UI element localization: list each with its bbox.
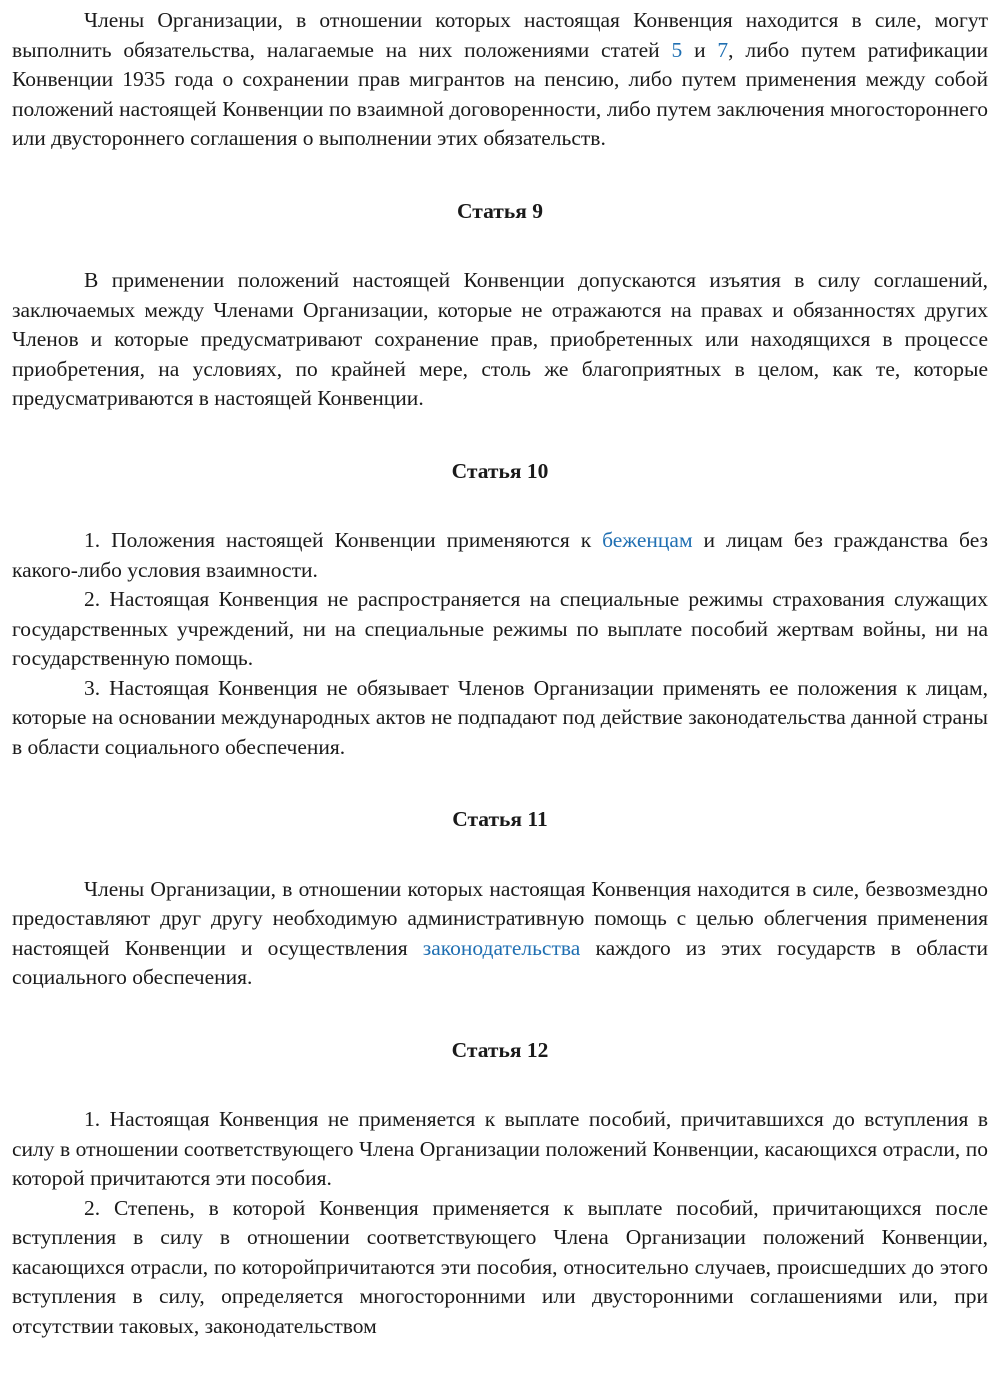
article-12-paragraph-1: 1. Настоящая Конвенция не применяется к выплате пособий, причитавшихся до вступления в силу в отношении соответствующего Члена Организации положений Конвенции, касающихся отрасли, по которой причитаются эти пособия. — [12, 1107, 988, 1190]
article-11-heading: Статья 11 — [452, 807, 548, 831]
article-10-p1-text-part1: 1. Положения настоящей Конвенции применяются к — [84, 528, 603, 552]
article-10-p1-text-part2: и лицам без гражданства без какого-либо условия взаимности. — [12, 528, 988, 582]
article-9-heading: Статья 9 — [457, 198, 543, 223]
article-11-p1-text-part1: Члены Организации, в отношении которых настоящая Конвенция находится в силе, безвозмездно предоставляют друг другу необходимую административную помощь с целью облегчения применения настоящей Конвенции и осуществления — [12, 876, 988, 960]
article-10-paragraph-1 — [12, 526, 988, 585]
article-7-link[interactable]: 7 — [717, 37, 729, 62]
article-11-p1-text-part2: каждого из этих государств в области социального обеспечения. — [12, 935, 988, 989]
article-9-paragraph-1: В применении положений настоящей Конвенции допускаются изъятия в силу соглашений, заключаемых между Членами Организации, которые не отражаются на правах и обязанностях других Членов и которые предусматривают сохранение прав, приобретенных или находящихся в процессе приобретения, на условиях, по крайней мере, столь же благоприятных в целом, как те, которые предусматриваются в настоящей Конвенции. — [12, 268, 988, 410]
intro-text-and: и — [682, 37, 718, 62]
legislation-link[interactable]: законодательства — [422, 935, 581, 960]
refugees-link[interactable]: беженцам — [602, 528, 693, 552]
article-10-heading: Статья 10 — [451, 458, 549, 483]
article-12-heading: Статья 12 — [451, 1037, 549, 1062]
article-11-paragraph-1 — [12, 875, 988, 993]
article-5-link[interactable]: 5 — [671, 37, 683, 62]
document-page — [12, 6, 988, 1341]
intro-text-part2: , либо путем ратификации Конвенции 1935 года о сохранении прав мигрантов на пенсию, либо путем применения между собой положений настоящей Конвенции по взаимной договоренности, либо путем заключения многостороннего или двустороннего соглашения о выполнении этих обязательств. — [12, 37, 988, 150]
intro-text-part1: Члены Организации, в отношении которых настоящая Конвенция находится в силе, могут выполнить обязательства, налагаемые на них положениями статей — [12, 8, 988, 62]
article-10-paragraph-2: 2. Настоящая Конвенция не распространяется на специальные режимы страхования служащих государственных учреждений, ни на специальные режимы по выплате пособий жертвам войны, ни на государственную помощь. — [12, 587, 988, 670]
article-12-paragraph-2: 2. Степень, в которой Конвенция применяется к выплате пособий, причитающихся после вступления в силу в отношении соответствующего Члена Организации положений Конвенции, касающихся отрасли, по которойпричитаются эти пособия, относительно случаев, происшедших до этого вступления в силу, определяется многосторонними или двусторонними соглашениями или, при отсутствии таковых, законодательством — [12, 1195, 988, 1338]
intro-paragraph — [12, 6, 988, 154]
article-10-paragraph-3: 3. Настоящая Конвенция не обязывает Членов Организации применять ее положения к лицам, которые на основании международных актов не подпадают под действие законодательства данной страны в области социального обеспечения. — [12, 675, 988, 759]
